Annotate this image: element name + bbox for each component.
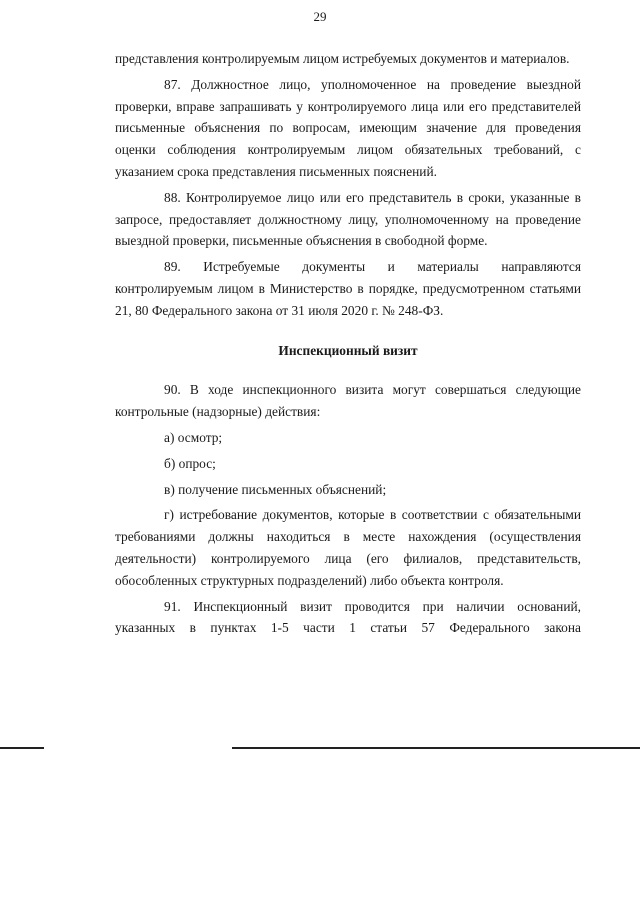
paragraph-90: 90. В ходе инспекционного визита могут совершаться следующие контрольные (надзорные) действия: — [115, 382, 581, 420]
page-divider-left — [0, 747, 44, 749]
page-number: 29 — [313, 9, 327, 24]
page-divider-right — [232, 747, 640, 749]
section-heading: Инспекционный визит — [278, 342, 418, 358]
list-item-b: б) опрос; — [164, 455, 216, 471]
list-item-c: в) получение письменных объяснений; — [164, 481, 387, 497]
list-item-a: а) осмотр; — [164, 429, 223, 445]
paragraph-91: 91. Инспекционный визит проводится при наличии оснований, указанных в пунктах 1-5 части 1 статьи 57 Федерального закона — [115, 598, 581, 636]
paragraph-intro: представления контролируемым лицом истребуемых документов и материалов. — [115, 51, 570, 66]
paragraph-88: 88. Контролируемое лицо или его представитель в сроки, указанные в запросе, предоставляет должностному лицу, уполномоченному на проведение выездной проверки, письменные объяснения в свободной форме. — [115, 189, 581, 249]
paragraph-89: 89. Истребуемые документы и материалы направляются контролируемым лицом в Министерство в порядке, предусмотренном статьями 21, 80 Федерального закона от 31 июля 2020 г. № 248-ФЗ. — [115, 259, 581, 318]
paragraph-87: 87. Должностное лицо, уполномоченное на проведение выездной проверки, вправе запрашивать у контролируемого лица или его представителей письменные объяснения по вопросам, имеющим значение для проведения оценки соблюдения контролируемым лицом обязательных требований, с указанием срока представления письменных пояснений. — [115, 76, 581, 179]
document-body — [115, 48, 581, 639]
list-item-d: г) истребование документов, которые в соответствии с обязательными требованиями должны находиться в месте нахождения (осуществления деятельности) контролируемого лица (его филиалов, представительств, обособленных структурных подразделений) либо объекта контроля. — [115, 507, 581, 588]
